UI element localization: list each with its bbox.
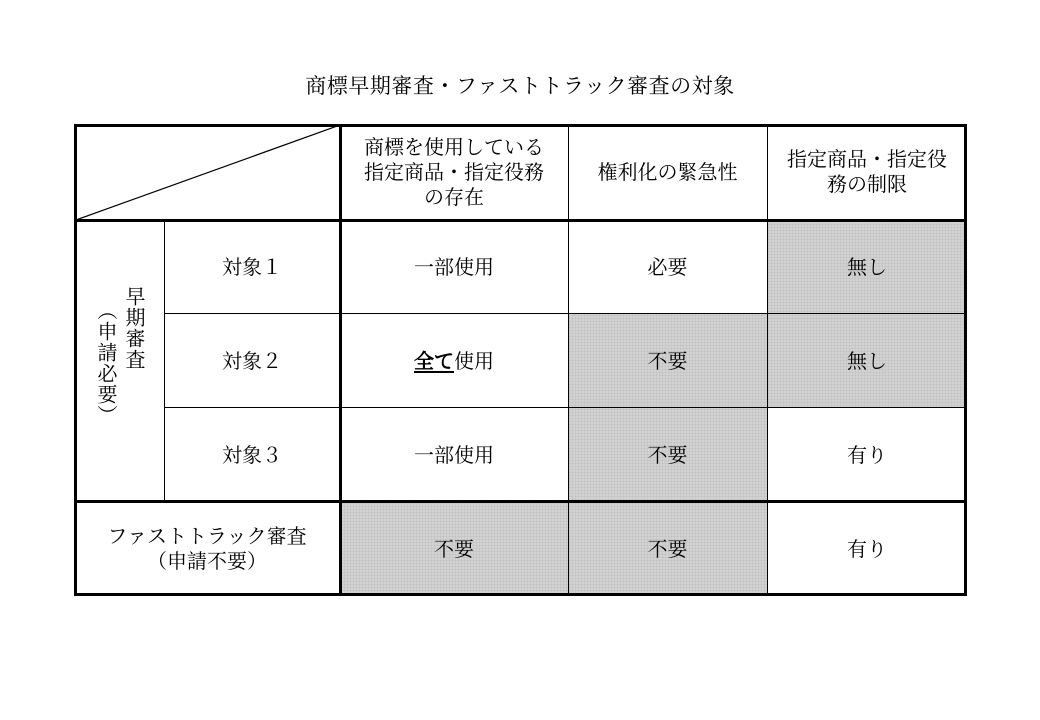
row-usage bbox=[340, 408, 568, 502]
header-restriction bbox=[767, 124, 967, 220]
fast-track-urgency bbox=[568, 502, 767, 596]
header-urgency bbox=[568, 124, 767, 220]
border-top bbox=[74, 124, 967, 127]
group-label-paren-open: （ bbox=[94, 300, 118, 321]
row-divider bbox=[164, 313, 967, 314]
row-label bbox=[164, 408, 340, 502]
fast-track-divider bbox=[74, 500, 967, 503]
row-divider bbox=[164, 407, 967, 408]
group-label-paren-inner: 申請必要 bbox=[94, 321, 118, 405]
row-urgency bbox=[568, 408, 767, 502]
row-label-text: 対象１ bbox=[222, 254, 282, 279]
comparison-table bbox=[74, 124, 967, 596]
fast-track-label-line1: ファストトラック審査 bbox=[107, 524, 307, 548]
row-urgency-text: 不要 bbox=[647, 442, 688, 467]
header-restriction-text: 指定商品・指定役務の制限 bbox=[787, 147, 947, 196]
row-usage-text: 一部使用 bbox=[414, 254, 494, 279]
row-restriction bbox=[767, 314, 967, 408]
group-column-divider bbox=[164, 220, 165, 502]
column-divider bbox=[568, 124, 569, 596]
row-urgency bbox=[568, 314, 767, 408]
row-label-text: 対象３ bbox=[222, 442, 282, 467]
row-usage-text: 一部使用 bbox=[414, 442, 494, 467]
group-label-paren bbox=[93, 300, 118, 426]
fast-track-urgency-text: 不要 bbox=[647, 536, 688, 561]
diagonal-line bbox=[74, 124, 340, 220]
fast-track-restriction-text: 有り bbox=[847, 536, 887, 561]
border-left bbox=[74, 124, 77, 596]
header-usage bbox=[340, 124, 568, 220]
row-urgency bbox=[568, 220, 767, 314]
row-usage bbox=[340, 314, 568, 408]
header-corner-cell bbox=[74, 124, 340, 220]
fast-track-usage bbox=[340, 502, 568, 596]
fast-track-label bbox=[74, 502, 340, 596]
row-restriction-text: 有り bbox=[847, 442, 887, 467]
column-divider bbox=[767, 124, 768, 596]
header-usage-text: 商標を使用している指定商品・指定役務の存在 bbox=[364, 134, 544, 209]
fast-track-restriction bbox=[767, 502, 967, 596]
row-label-text: 対象２ bbox=[222, 348, 282, 373]
row-restriction-text: 無し bbox=[847, 254, 887, 279]
row-restriction-text: 無し bbox=[847, 348, 887, 373]
row-restriction bbox=[767, 220, 967, 314]
fast-track-label-line2: （申請不要） bbox=[147, 549, 267, 573]
header-urgency-text: 権利化の緊急性 bbox=[597, 159, 738, 184]
row-usage-emphasis: 全て bbox=[414, 348, 454, 373]
group-label-main: 早期審査 bbox=[122, 286, 146, 370]
border-bottom bbox=[74, 593, 967, 596]
row-label bbox=[164, 220, 340, 314]
label-column-divider bbox=[339, 124, 342, 596]
row-label bbox=[164, 314, 340, 408]
row-urgency-text: 必要 bbox=[647, 254, 688, 279]
fast-track-usage-text: 不要 bbox=[434, 536, 474, 561]
group-label-paren-close: ） bbox=[94, 405, 118, 426]
document-title: 商標早期審査・ファストトラック審査の対象 bbox=[305, 74, 735, 98]
row-urgency-text: 不要 bbox=[647, 348, 688, 373]
header-divider bbox=[74, 219, 967, 222]
border-right bbox=[964, 124, 967, 596]
row-usage-text: 使用 bbox=[454, 348, 494, 373]
row-restriction bbox=[767, 408, 967, 502]
group-label-early-exam bbox=[74, 220, 164, 502]
row-usage bbox=[340, 220, 568, 314]
